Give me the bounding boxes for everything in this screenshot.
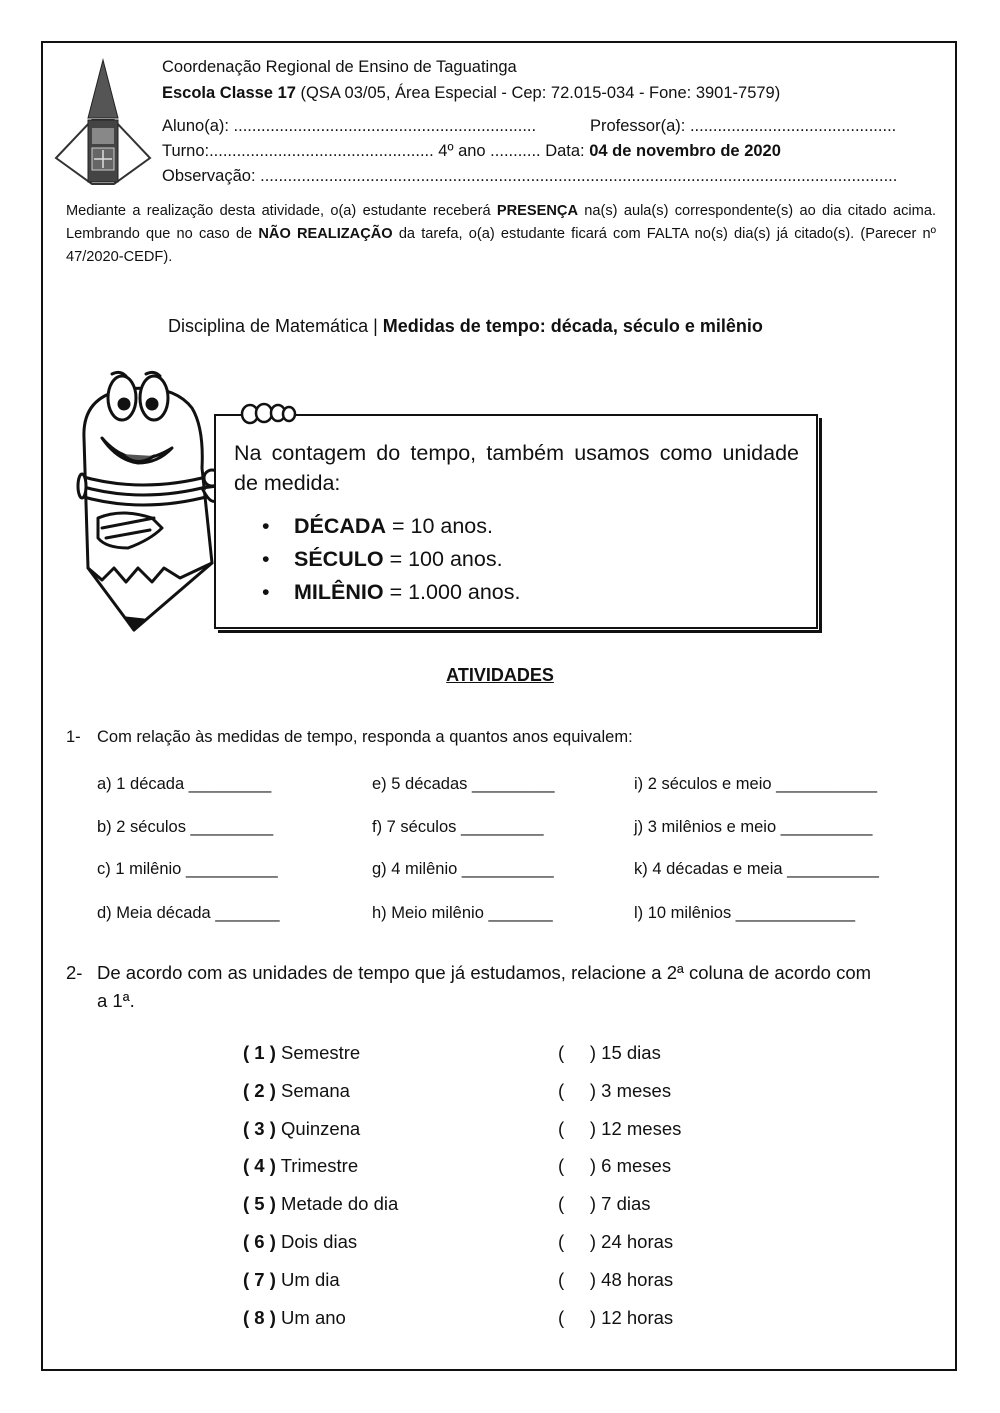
- hand-holding-box-icon: [238, 402, 298, 426]
- q1-item-i[interactable]: i) 2 séculos e meio ___________: [634, 775, 878, 793]
- shift-date-line[interactable]: [162, 142, 781, 161]
- q1-number: 1-: [66, 728, 81, 746]
- school-info: [162, 84, 780, 103]
- list-item-millennium: [262, 576, 520, 609]
- notice-presence: PRESENÇA: [496, 203, 578, 219]
- notice-text-1: Mediante a realização desta atividade, o(a) estudante receberá: [66, 203, 497, 219]
- q2-left-7-label: Um dia: [275, 1269, 340, 1290]
- q1-item-g[interactable]: g) 4 milênio __________: [372, 860, 554, 878]
- millennium-term: MILÊNIO: [294, 580, 384, 604]
- q1-item-h[interactable]: h) Meio milênio _______: [372, 904, 553, 922]
- q2-left-4-label: Trimestre: [275, 1155, 359, 1176]
- school-name: Escola Classe 17: [162, 84, 296, 102]
- q1-item-d[interactable]: d) Meia década _______: [97, 904, 280, 922]
- q2-left-8-label: Um ano: [275, 1307, 346, 1328]
- q2-right-3[interactable]: ( ) 12 meses: [558, 1118, 682, 1139]
- q2-number: 2-: [66, 962, 83, 983]
- discipline-title: [168, 316, 763, 337]
- q2-left-6: [243, 1231, 357, 1253]
- q2-left-5: [243, 1193, 398, 1215]
- q2-left-2-num: ( 2 ): [243, 1080, 276, 1101]
- q2-left-4: [243, 1155, 358, 1177]
- q2-right-6[interactable]: ( ) 24 horas: [558, 1231, 674, 1252]
- q2-right-7[interactable]: ( ) 48 horas: [558, 1269, 674, 1290]
- notice-text-2: na(s) aula(s) correspondente(s) ao dia citado acima. Lembrando que no caso de: [66, 203, 936, 242]
- lesson-topic: Medidas de tempo: década, século e milênio: [382, 316, 763, 336]
- school-address: (QSA 03/05, Área Especial - Cep: 72.015-034 - Fone: 3901-7579): [295, 84, 781, 102]
- q2-left-6-label: Dois dias: [275, 1231, 358, 1252]
- q2-left-2-label: Semana: [275, 1080, 350, 1101]
- notice-text-3: da tarefa, o(a) estudante ficará com FALTA no(s) dia(s) já citado(s). (Parecer nº 47/2020-CEDF).: [66, 226, 936, 265]
- q1-item-k[interactable]: k) 4 décadas e meia __________: [634, 860, 879, 878]
- q2-left-7: [243, 1269, 340, 1291]
- list-item-decade: [262, 510, 520, 543]
- q2-left-5-num: ( 5 ): [243, 1193, 276, 1214]
- school-logo: [52, 58, 154, 190]
- q2-left-6-num: ( 6 ): [243, 1231, 276, 1252]
- q1-item-e[interactable]: e) 5 décadas _________: [372, 775, 555, 793]
- q1-item-l[interactable]: l) 10 milênios _____________: [634, 904, 856, 922]
- activities-title: ATIVIDADES: [446, 665, 554, 685]
- century-value: = 100 anos.: [383, 547, 503, 571]
- attendance-notice: [66, 200, 936, 269]
- q2-left-8: [243, 1307, 346, 1329]
- q2-left-1: [243, 1042, 360, 1064]
- q2-right-4[interactable]: ( ) 6 meses: [558, 1155, 672, 1176]
- q2-left-1-num: ( 1 ): [243, 1042, 276, 1063]
- q1-prompt: Com relação às medidas de tempo, responda a quantos anos equivalem:: [97, 728, 633, 746]
- discipline-name: Disciplina de Matemática |: [168, 316, 383, 336]
- q2-right-1[interactable]: ( ) 15 dias: [558, 1042, 661, 1063]
- q1-item-j[interactable]: j) 3 milênios e meio __________: [634, 818, 873, 836]
- date-value: 04 de novembro de 2020: [589, 142, 781, 160]
- decade-value: = 10 anos.: [385, 514, 493, 538]
- time-units-list: [262, 510, 520, 609]
- q2-left-7-num: ( 7 ): [243, 1269, 276, 1290]
- century-term: SÉCULO: [294, 547, 384, 571]
- shift-field: Turno:................................................. 4º ano ........... Data:: [162, 142, 590, 160]
- regional-coordination: Coordenação Regional de Ensino de Taguatinga: [162, 58, 517, 76]
- decade-term: DÉCADA: [294, 514, 386, 538]
- q1-item-f[interactable]: f) 7 séculos _________: [372, 818, 544, 836]
- millennium-value: = 1.000 anos.: [383, 580, 521, 604]
- q2-left-4-num: ( 4 ): [243, 1155, 276, 1176]
- q2-left-8-num: ( 8 ): [243, 1307, 276, 1328]
- q2-left-5-label: Metade do dia: [275, 1193, 399, 1214]
- q1-item-a[interactable]: a) 1 década _________: [97, 775, 272, 793]
- q1-item-b[interactable]: b) 2 séculos _________: [97, 818, 274, 836]
- q2-left-2: [243, 1080, 350, 1102]
- q2-prompt-line2: a 1ª.: [97, 990, 135, 1011]
- student-field[interactable]: Aluno(a): ..................................................................: [162, 117, 537, 135]
- infobox-text: Na contagem do tempo, também usamos como unidade de medida:: [234, 441, 799, 495]
- observation-field[interactable]: Observação: ...........................................................................................................................................: [162, 167, 898, 185]
- q2-right-2[interactable]: ( ) 3 meses: [558, 1080, 672, 1101]
- list-item-century: [262, 543, 520, 576]
- notice-non-completion: NÃO REALIZAÇÃO: [258, 226, 393, 242]
- q2-right-8[interactable]: ( ) 12 horas: [558, 1307, 674, 1328]
- q2-right-5[interactable]: ( ) 7 dias: [558, 1193, 651, 1214]
- q2-left-3-num: ( 3 ): [243, 1118, 276, 1139]
- q1-item-c[interactable]: c) 1 milênio __________: [97, 860, 278, 878]
- teacher-field[interactable]: Professor(a): .............................................: [590, 117, 897, 135]
- q2-left-3: [243, 1118, 360, 1140]
- q2-prompt-line1: De acordo com as unidades de tempo que já estudamos, relacione a 2ª coluna de acordo com: [97, 962, 872, 983]
- q2-left-3-label: Quinzena: [275, 1118, 361, 1139]
- q2-left-1-label: Semestre: [275, 1042, 361, 1063]
